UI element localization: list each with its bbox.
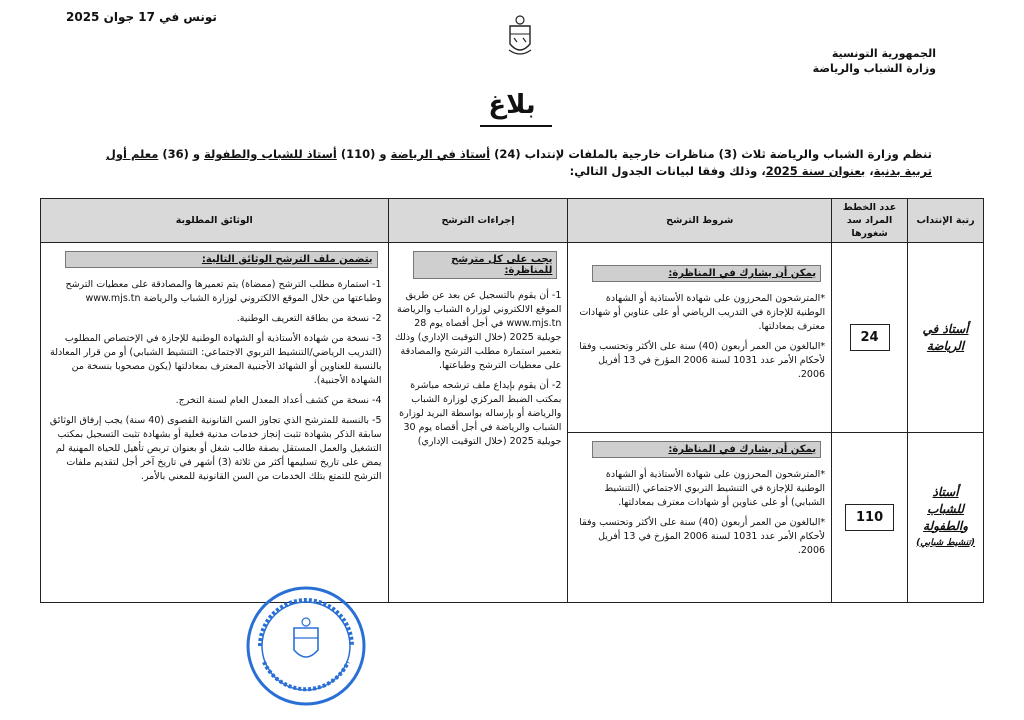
ministry-name: وزارة الشباب والرياضة [812,62,936,75]
document-item: 3- نسخة من شهادة الأستاذية أو الشهادة الوطنية للإجازة في الإختصاص المطلوب (التدريب الرياضي/التنشيط التربوي الاجتماعي: التنشيط الشبابي) أو من قرار المعادلة بالنسبة للعناوين أو الشهائد الأجنبية المعترف بمعادلتها (يكون مصحوبا بنسخة من الشهادة الأجنبية). [50,333,382,386]
ministry-stamp [244,584,368,708]
intro-rank-3: معلم أول تربية بدنية [105,147,932,178]
intro-paragraph [102,146,932,180]
document-item: 4- نسخة من كشف أعداد المعدل العام لسنة التخرج. [175,395,382,406]
count-cell-sports [832,243,908,433]
header-rank: رتبة الإنتداب [908,199,984,243]
documents-cell [41,243,389,603]
rank-label: أستاذ للشباب والطفولة [923,484,969,533]
intro-year: بعنوان سنة 2025 [765,164,866,178]
procedure-item: 2- أن يقوم بإيداع ملف ترشحه مباشرة بمكتب الضبط المركزي لوزارة الشباب والرياضة أو بإرساله بواسطة البريد لوزارة الشباب والرياضة في أجل أقصاه يوم 30 جويلية 2025 (خلال التوقيت الإداري) [399,380,562,447]
title-underline [480,125,552,127]
table-row [41,243,984,433]
count-cell-youth [832,433,908,603]
intro-part-3: و (36) [158,147,205,161]
conditions-cell-sports [568,243,832,433]
condition-item: *المترشحون المحرزون على شهادة الأستاذية أو الشهادة الوطنية للإجازة في التدريب الرياضي أو على عناوين أو شهادات معترف بمعادلتها. [579,293,826,332]
header-count: عدد الخطط المراد سد شغورها [832,199,908,243]
intro-part-5: ، وذلك وفقا لبيانات الجدول التالي: [569,164,766,178]
rank-note: (تنشيط شبابي) [916,537,975,548]
condition-item: *البالغون من العمر أربعون (40) سنة على الأكثر وتحتسب وفقا لأحكام الأمر عدد 1031 لسنة 2006 المؤرخ في 13 أفريل 2006. [579,517,826,556]
intro-part-1: تنظم وزارة الشباب والرياضة ثلاث (3) مناظرات خارجية بالملفات لإنتداب (24) [490,147,932,161]
header-documents: الوثائق المطلوبة [41,199,389,243]
document-item: 5- بالنسبة للمترشح الذي تجاوز السن القانونية القصوى (40 سنة) يجب إرفاق الوثائق سابقة الذكر بشهادة تثبت إنجاز خدمات مدنية فعلية أو بشهادة تثبت التسجيل بمكتب التشغيل والعمل المستقل بصفة طالب شغل أو بعنوان تربص تأهيل للحياة المهنية لم يمض على تاريخ تسليمها أكثر من ثلاثة (3) أشهر في تاريخ آخر أجل لتقديم ملفات الترشح للتمتع بتلك الخدمات من السن القانونية للمعني بالأمر. [49,415,382,482]
intro-rank-2: أستاذ للشباب والطفولة [204,147,337,161]
republic-name: الجمهورية التونسية [831,47,936,60]
condition-item: *البالغون من العمر أربعون (40) سنة على الأكثر وتحتسب وفقا لأحكام الأمر عدد 1031 لسنة 2006 المؤرخ في 13 أفريل 2006. [579,341,826,380]
rank-label: أستاذ في الرياضة [922,321,969,353]
header-conditions: شروط الترشح [568,199,832,243]
documents-heading: يتضمن ملف الترشح الوثائق التالية: [65,251,378,268]
intro-rank-1: أستاذ في الرياضة [390,147,491,161]
procedure-item: 1- أن يقوم بالتسجيل عن بعد عن طريق الموقع الالكتروني لوزارة الشباب والرياضة www.mjs.tn في أجل أقصاه يوم 28 جويلية 2025 (خلال التوقيت الإداري) وذلك بتعمير استمارة مطلب الترشح والمصادقة على معطيات الترشح وطباعتها. [394,290,562,371]
document-item: 2- نسخة من بطاقة التعريف الوطنية. [236,313,382,324]
table-header-row [41,199,984,243]
intro-part-4: ، [865,164,874,178]
count-value: 110 [845,504,894,531]
date-line: تونس في 17 جوان 2025 [66,10,217,24]
header-procedures: إجراءات الترشح [388,199,568,243]
procedures-cell [388,243,568,603]
condition-item: *المترشحون المحرزون على شهادة الأستاذية أو الشهادة الوطنية للإجازة في التنشيط التربوي الاجتماعي (التنشيط الشبابي) أو على عناوين أو شهادات معترف بمعادلتها. [604,469,826,508]
page-title: بلاغ [488,90,536,120]
procedures-heading: يجب على كل مترشح للمناظرة: [413,251,558,279]
ministry-header [813,46,936,76]
document-item: 1- استمارة مطلب الترشح (ممضاة) يتم تعميرها والمصادقة على معطيات الترشح وطباعتها من خلال الموقع الالكتروني لوزارة الشباب والرياضة www.mjs.tn [65,279,382,304]
rank-cell-sports [908,243,984,433]
tunisia-emblem-icon [507,14,533,58]
conditions-heading: يمكن أن يشارك في المناظرة: [592,441,821,458]
count-value: 24 [850,324,890,351]
conditions-cell-youth [568,433,832,603]
recruitment-table [40,198,984,603]
conditions-heading: يمكن أن يشارك في المناظرة: [592,265,821,282]
rank-cell-youth [908,433,984,603]
intro-part-2: و (110) [336,147,391,161]
